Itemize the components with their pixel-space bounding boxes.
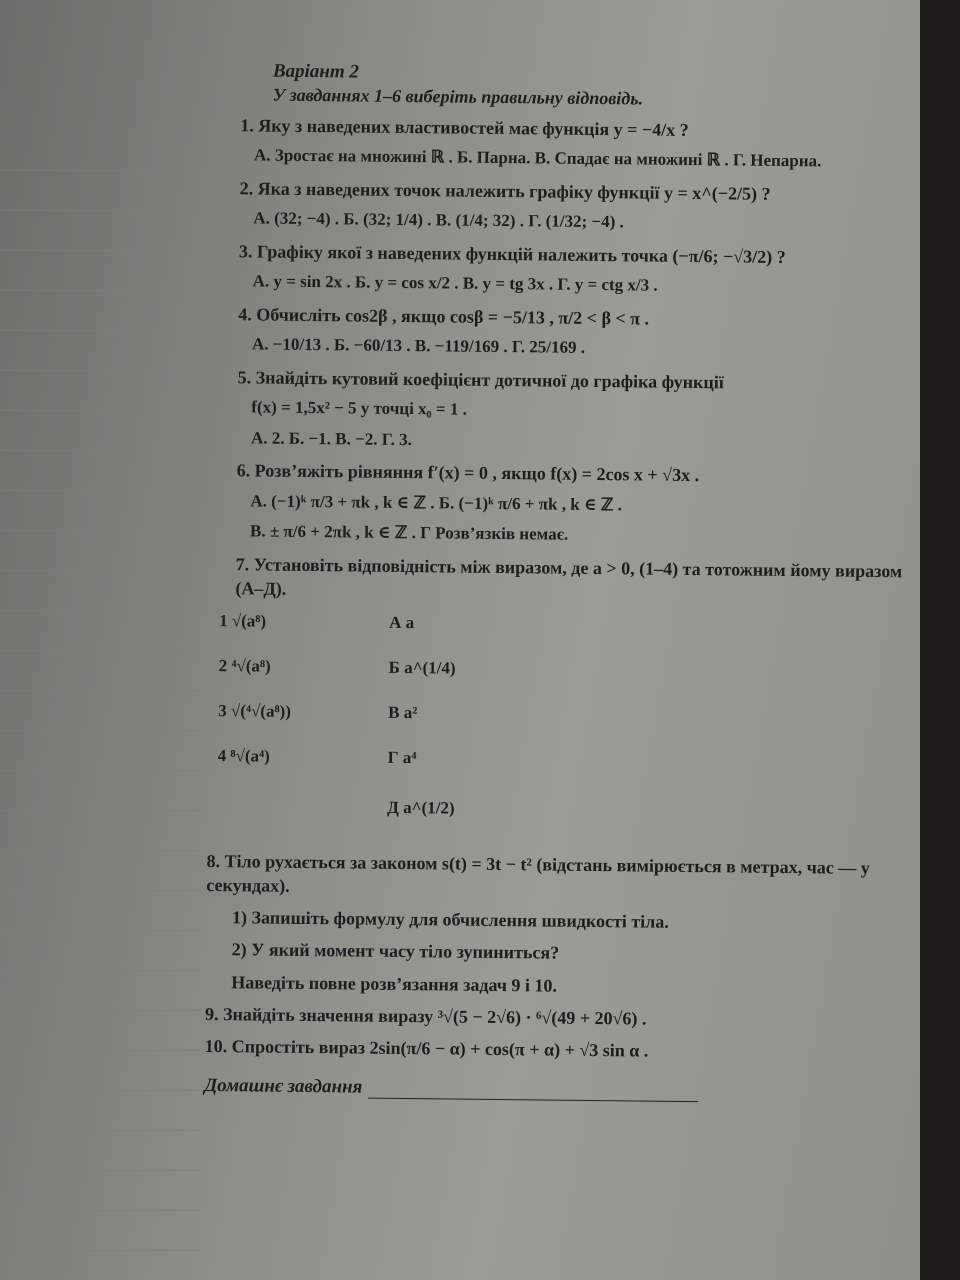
match-right-v: В a²: [388, 702, 418, 722]
variant-title: Варіант 2: [272, 60, 360, 83]
instruction: У завданнях 1–6 виберіть правильну відповідь.: [272, 84, 644, 109]
question-5-options: А. 2. Б. −1. В. −2. Г. 3.: [250, 428, 413, 449]
match-left-3: 3 √(⁴√(a⁸)): [218, 700, 292, 721]
notebook-spine: [920, 0, 960, 1280]
match-left-4: 4 ⁸√(a⁴): [217, 745, 270, 766]
question-4: 4. Обчисліть cos2β , якщо cosβ = −5/13 , π/2 < β < π .: [238, 304, 650, 329]
question-8: 8. Тіло рухається за законом s(t) = 3t − t² (відстань вимірюється в метрах, час — у секундах).: [206, 850, 870, 896]
question-5-formula: f(x) = 1,5x² − 5 у точці x₀ = 1 .: [251, 397, 467, 419]
homework-line: [204, 1075, 919, 1104]
question-1-options: А. Зростає на множині ℝ . Б. Парна. В. Спадає на множині ℝ . Г. Непарна.: [253, 145, 822, 171]
question-9: 9. Знайдіть значення виразу ³√(5 − 2√6) · ⁶√(49 + 20√6) .: [204, 1003, 647, 1029]
homework-label: Домашнє завдання: [204, 1074, 363, 1098]
question-7: 7. Установіть відповідність між виразом, де a > 0, (1–4) та тотожним йому виразом (А–Д).: [235, 554, 903, 599]
worksheet: [204, 60, 930, 1104]
question-8-part-1: 1) Запишіть формулу для обчислення швидкості тіла.: [231, 907, 669, 932]
match-right-g: Г a⁴: [387, 747, 417, 767]
question-5: 5. Знайдіть кутовий коефіцієнт дотичної до графіка функції: [237, 367, 724, 393]
question-8-part-2: 2) У який момент часу тіло зупиниться?: [231, 939, 560, 964]
question-6-options-a: А. (−1)ᵏ π/3 + πk , k ∈ ℤ . Б. (−1)ᵏ π/6 + πk , k ∈ ℤ .: [250, 491, 623, 514]
match-right-b: Б a^(1/4): [388, 657, 456, 678]
question-1: 1. Яку з наведених властивостей має функція y = −4/x ?: [240, 115, 689, 140]
question-2: 2. Яка з наведених точок належить графіку функції y = x^(−2/5) ?: [239, 178, 771, 204]
homework-blank: [368, 1097, 698, 1101]
question-6-options-b: В. ± π/6 + 2πk , k ∈ ℤ . Г Розв’язків немає.: [249, 521, 569, 544]
question-3-options: А. y = sin 2x . Б. y = cos x/2 . В. y = tg 3x . Г. y = ctg x/3 .: [252, 271, 658, 295]
question-6: 6. Розв’яжіть рівняння f′(x) = 0 , якщо f(x) = 2cos x + √3x .: [236, 460, 700, 486]
question-10: 10. Спростіть вираз 2sin(π/6 − α) + cos(π + α) + √3 sin α .: [204, 1036, 649, 1061]
question-3: 3. Графіку якої з наведених функцій належить точка (−π/6; −√3/2) ?: [238, 241, 786, 267]
match-right-a: А a: [389, 612, 415, 632]
matching-table: [207, 610, 924, 847]
question-4-options: А. −10/13 . Б. −60/13 . В. −119/169 . Г. 25/169 .: [251, 334, 586, 357]
solution-note: Наведіть повне розв’язання задач 9 і 10.: [231, 971, 558, 996]
match-left-1: 1 √(a⁸): [219, 610, 267, 631]
match-left-2: 2 ⁴√(a⁸): [218, 655, 271, 676]
match-right-d: Д a^(1/2): [387, 797, 455, 818]
question-2-options: А. (32; −4) . Б. (32; 1/4) . В. (1/4; 32) . Г. (1/32; −4) .: [253, 208, 624, 232]
